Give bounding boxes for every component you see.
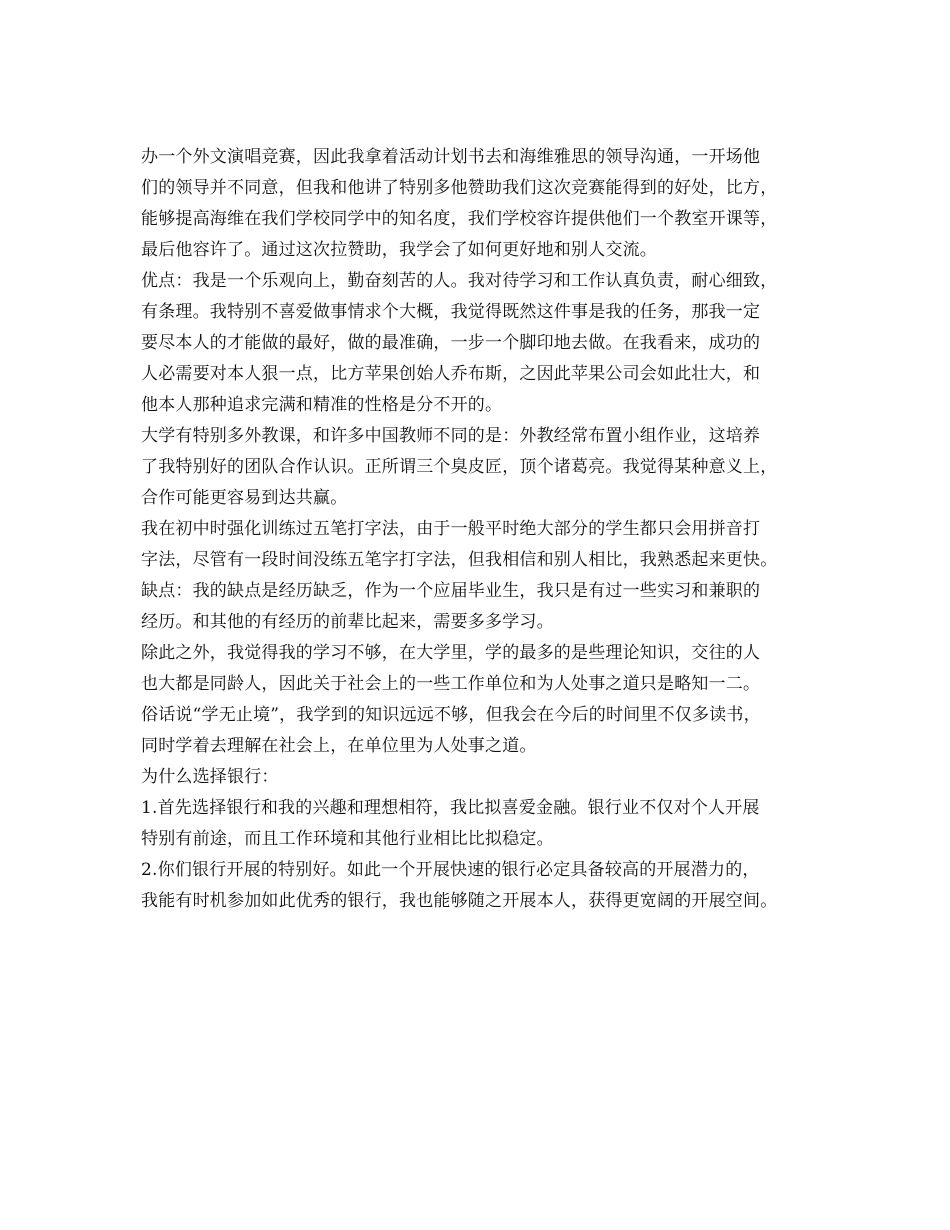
text-line: 同时学着去理解在社会上，在单位里为人处事之道。 [141,736,537,756]
text-line: 我在初中时强化训练过五笔打字法，由于一般平时绝大部分的学生都只会用拼音打 [141,519,761,539]
text-line: 能够提高海维在我们学校同学中的知名度，我们学校容许提供他们一个教室开课等， [141,209,778,229]
text-line: 们的领导并不同意，但我和他讲了特别多他赞助我们这次竞赛能得到的好处，比方， [141,178,778,198]
text-line: 缺点：我的缺点是经历缺乏，作为一个应届毕业生，我只是有过一些实习和兼职的 [141,581,761,601]
text-line: 最后他容许了。通过这次拉赞助，我学会了如何更好地和别人交流。 [141,240,657,260]
list-item: 2.你们银行开展的特别好。如此一个开展快速的银行必定具备较高的开展潜力的， [141,860,760,880]
text-line: 了我特别好的团队合作认识。正所谓三个臭皮匠，顶个诸葛亮。我觉得某种意义上， [141,457,778,477]
text-line: 他本人那种追求完满和精准的性格是分不开的。 [141,395,503,415]
text-line: 要尽本人的才能做的最好，做的最准确，一步一个脚印地去做。在我看来，成功的 [141,333,761,353]
text-line: 办一个外文演唱竞赛，因此我拿着活动计划书去和海维雅思的领导沟通，一开场他 [141,147,761,167]
text-line: 也大都是同龄人，因此关于社会上的一些工作单位和为人处事之道只是略知一二。 [141,674,761,694]
list-item: 特别有前途，而且工作环境和其他行业相比比拟稳定。 [141,829,554,849]
text-line: 俗话说“学无止境”，我学到的知识远远不够，但我会在今后的时间里不仅多读书， [141,705,761,725]
text-line: 人必需要对本人狠一点，比方苹果创始人乔布斯，之因此苹果公司会如此壮大，和 [141,364,761,384]
text-line: 大学有特别多外教课，和许多中国教师不同的是：外教经常布置小组作业，这培养 [141,426,761,446]
text-line: 除此之外，我觉得我的学习不够，在大学里，学的最多的是些理论知识，交往的人 [141,643,761,663]
text-line: 有条理。我特别不喜爱做事情求个大概，我觉得既然这件事是我的任务，那我一定 [141,302,761,322]
text-line: 经历。和其他的有经历的前辈比起来，需要多多学习。 [141,612,554,632]
list-item: 1.首先选择银行和我的兴趣和理想相符，我比拟喜爱金融。银行业不仅对个人开展 [141,798,760,818]
section-heading: 为什么选择银行： [141,767,279,787]
list-item: 我能有时机参加如此优秀的银行，我也能够随之开展本人，获得更宽阔的开展空间。 [141,891,778,911]
text-line: 合作可能更容易到达共赢。 [141,488,348,508]
text-line: 优点：我是一个乐观向上，勤奋刻苦的人。我对待学习和工作认真负责，耐心细致， [141,271,778,291]
text-line: 字法，尽管有一段时间没练五笔字打字法，但我相信和别人相比，我熟悉起来更快。 [141,550,778,570]
document-body [141,142,831,917]
